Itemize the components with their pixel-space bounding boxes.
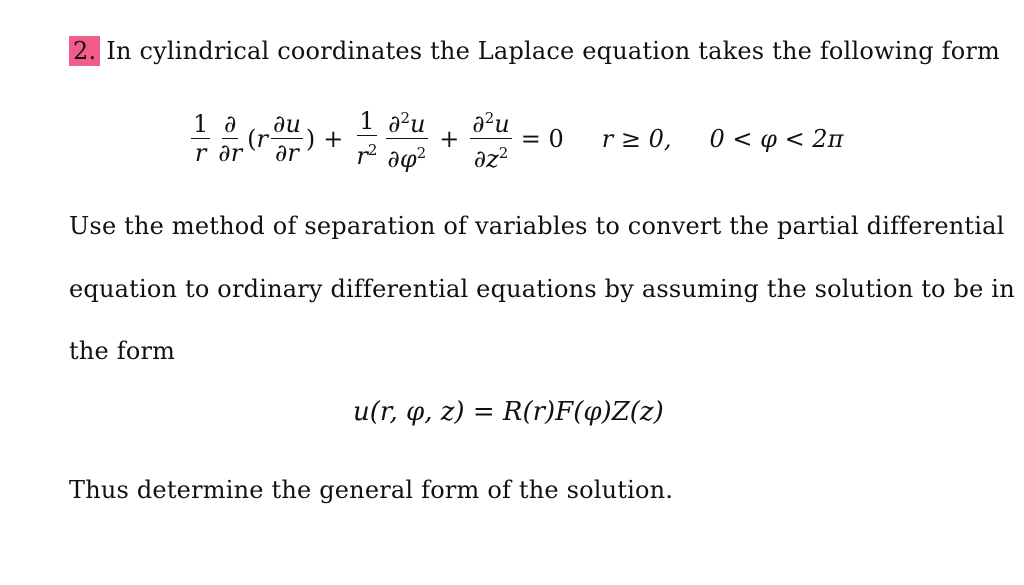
conclusion-text: Thus determine the general form of the solution. bbox=[69, 476, 674, 504]
laplace-equation: $\frac{1}{r}$ $\frac{\partial}{\partial r}$ ( r $\frac{\partial u}{\partial r}$ ) + $\frac{1}{r^2}$ $\frac{\partial^2u}{\partial\varphi^2}$ + $\frac{\partial^2u}{\partial z^2}$ = 0 r ≥ 0, 0 < φ < 2π bbox=[188, 104, 843, 173]
body-line-3: the form bbox=[69, 337, 176, 365]
frac-d-dr: $\frac{\partial}{\partial r}$ bbox=[218, 110, 243, 167]
body-line-2: equation to ordinary differential equations by assuming the solution to be in bbox=[69, 275, 1015, 303]
frac-d2u-dz2: $\frac{\partial^2u}{\partial z^2}$ bbox=[470, 104, 511, 173]
condition-phi: 0 < φ < 2π bbox=[709, 124, 844, 153]
problem-intro: In cylindrical coordinates the Laplace equation takes the following form bbox=[106, 37, 1000, 65]
frac-1-over-r2: $\frac{1}{r^2}$ bbox=[356, 107, 378, 170]
equation-rhs: = 0 bbox=[520, 124, 564, 153]
frac-1-over-r: $\frac{1}{r}$ bbox=[193, 110, 209, 167]
body-line-1: Use the method of separation of variables to convert the partial differential bbox=[69, 212, 1005, 240]
frac-d2u-dphi2: $\frac{\partial^2u}{\partial\varphi^2}$ bbox=[385, 104, 428, 173]
problem-number: 2. bbox=[69, 36, 100, 66]
condition-r: r ≥ 0, bbox=[601, 124, 672, 153]
frac-du-dr: $\frac{\partial u}{\partial r}$ bbox=[273, 110, 301, 167]
separation-equation: u(r, φ, z) = R(r)F(φ)Z(z) bbox=[353, 397, 664, 427]
problem-heading bbox=[69, 36, 1000, 66]
